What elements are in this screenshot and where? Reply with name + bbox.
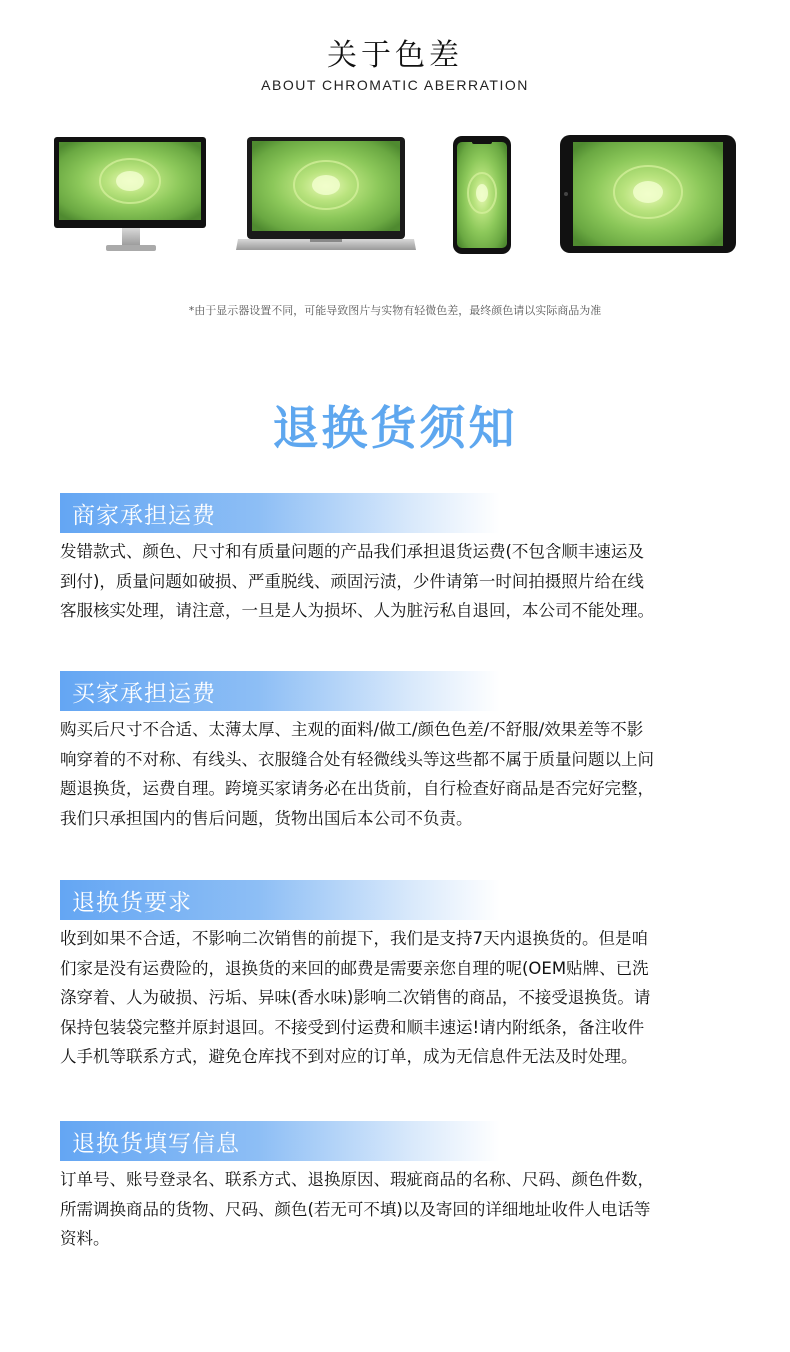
body-line: 客服核实处理，请注意，一旦是人为损坏、人为脏污私自退回，本公司不能处理。 bbox=[60, 601, 654, 620]
body-line: 发错款式、颜色、尺寸和有质量问题的产品我们承担退货运费(不包含顺丰速运及 bbox=[60, 542, 644, 561]
section-heading-text: 退换货填写信息 bbox=[72, 1131, 240, 1157]
phone-icon bbox=[453, 136, 511, 254]
section-body bbox=[60, 715, 740, 833]
section-heading bbox=[60, 880, 500, 920]
section-heading bbox=[60, 1121, 500, 1161]
color-difference-note: *由于显示器设置不同，可能导致图片与实物有轻微色差，最终颜色请以实际商品为准 bbox=[188, 304, 602, 317]
laptop-icon bbox=[236, 137, 416, 250]
section-heading bbox=[60, 671, 500, 711]
page-title: 关于色差 bbox=[327, 38, 463, 73]
device-illustrations bbox=[0, 128, 790, 268]
body-line: 购买后尺寸不合适、太薄太厚、主观的面料/做工/颜色色差/不舒服/效果差等不影 bbox=[60, 720, 644, 739]
tablet-icon bbox=[560, 135, 736, 253]
monitor-icon bbox=[54, 137, 206, 251]
body-line: 题退换货，运费自理。跨境买家请务必在出货前，自行检查好商品是否完好完整， bbox=[60, 779, 654, 798]
body-line: 人手机等联系方式，避免仓库找不到对应的订单，成为无信息件无法及时处理。 bbox=[60, 1047, 638, 1066]
body-line: 们家是没有运费险的，退换货的来回的邮费是需要亲您自理的呢(OEM贴牌、已洗 bbox=[60, 958, 649, 978]
return-policy-title: 退换货须知 bbox=[272, 401, 518, 455]
body-line: 订单号、账号登录名、联系方式、退换原因、瑕疵商品的名称、尺码、颜色件数， bbox=[60, 1170, 654, 1189]
section-body bbox=[60, 924, 740, 1072]
section-body bbox=[60, 1165, 740, 1254]
section-heading-text: 退换货要求 bbox=[72, 890, 192, 916]
body-line: 我们只承担国内的售后问题，货物出国后本公司不负责。 bbox=[60, 808, 473, 828]
page-subtitle: ABOUT CHROMATIC ABERRATION bbox=[261, 77, 529, 93]
section-body bbox=[60, 537, 740, 626]
section-heading-text: 买家承担运费 bbox=[72, 681, 216, 707]
body-line: 涤穿着、人为破损、污垢、异味(香水味)影响二次销售的商品，不接受退换货。请 bbox=[60, 988, 651, 1007]
body-line: 收到如果不合适，不影响二次销售的前提下，我们是支持7天内退换货的。但是咱 bbox=[60, 929, 648, 948]
body-line: 响穿着的不对称、有线头、衣服缝合处有轻微线头等这些都不属于质量问题以上问 bbox=[60, 749, 654, 769]
section-heading-text: 商家承担运费 bbox=[72, 503, 216, 529]
section-heading bbox=[60, 493, 500, 533]
section-return-info bbox=[60, 1121, 740, 1254]
section-return-requirements bbox=[60, 880, 740, 1072]
body-line: 所需调换商品的货物、尺码、颜色(若无可不填)以及寄回的详细地址收件人电话等 bbox=[60, 1199, 651, 1219]
body-line: 到付)，质量问题如破损、严重脱线、顽固污渍，少件请第一时间拍摄照片给在线 bbox=[60, 571, 644, 591]
section-buyer-pays-shipping bbox=[60, 671, 740, 833]
section-seller-pays-shipping bbox=[60, 493, 740, 626]
body-line: 保持包装袋完整并原封退回。不接受到付运费和顺丰速运!请内附纸条，备注收件 bbox=[60, 1017, 645, 1037]
body-line: 资料。 bbox=[60, 1229, 110, 1248]
